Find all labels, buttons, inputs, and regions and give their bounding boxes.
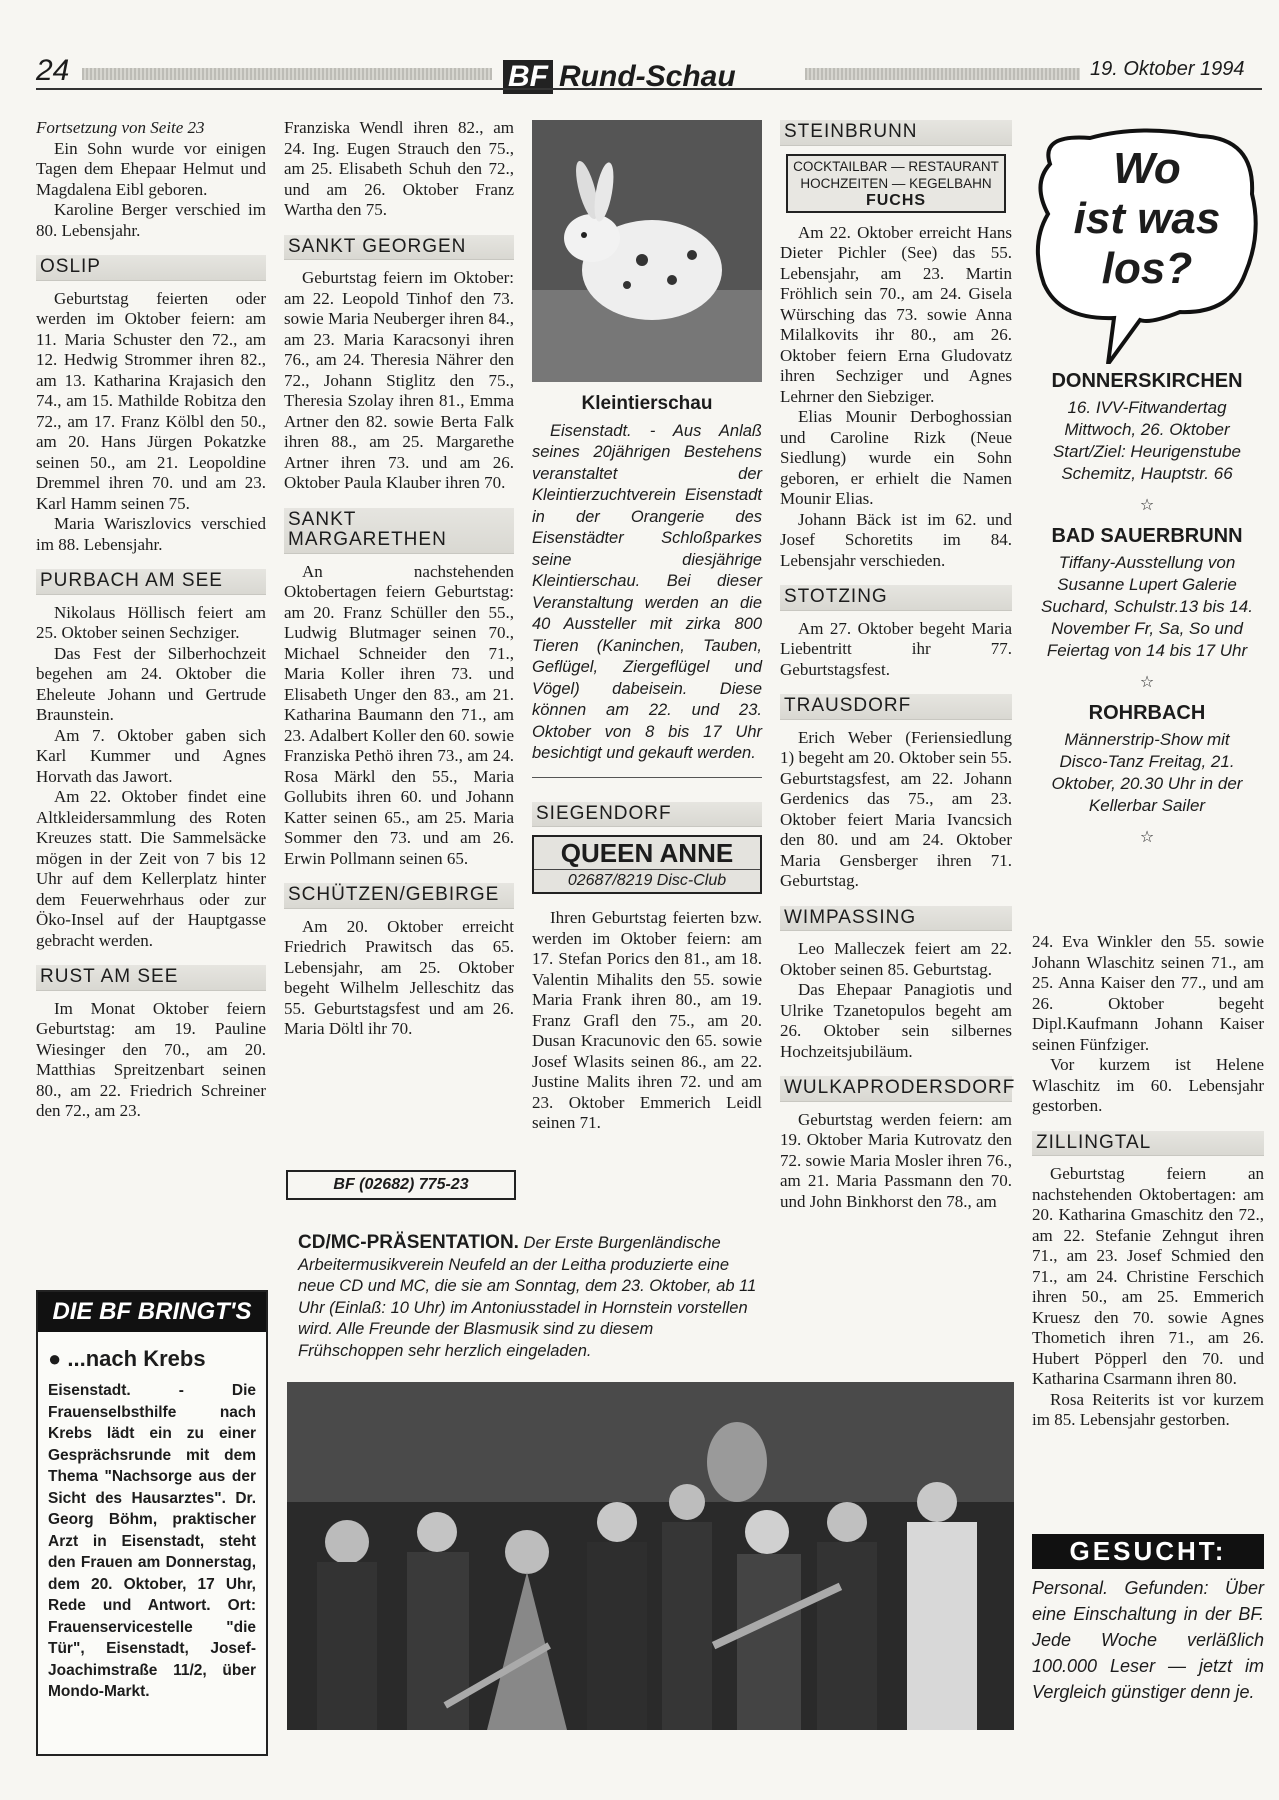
page-number: 24 (36, 54, 70, 87)
kleintierschau-heading: Kleintierschau (581, 393, 713, 414)
event-text: Männerstrip-Show mit Disco-Tanz Freitag, 21. Oktober, 20.30 Uhr in der Kellerbar Sailer (1051, 730, 1243, 815)
section-heading-wimpassing: WIMPASSING (780, 906, 1012, 932)
wo-ist-was-los-bubble (1030, 124, 1264, 364)
masthead-logo (503, 60, 793, 96)
article-text: Rosa Reiterits ist vor kurzem im 85. Lebensjahr gestorben. (1032, 1389, 1264, 1429)
bubble-line: los? (1101, 244, 1193, 293)
queen-anne-ad (532, 835, 762, 894)
bubble-line: Wo (1113, 144, 1181, 193)
section-heading-siegendorf: SIEGENDORF (532, 802, 762, 828)
section-heading-schuetzen: SCHÜTZEN/GEBIRGE (284, 883, 514, 909)
article-text: Am 27. Oktober begeht Maria Liebentritt ihr 77. Geburtstagsfest. (780, 618, 1012, 679)
bubble-line: ist was (1073, 194, 1221, 243)
cdmc-article (298, 1232, 762, 1362)
section-heading-wulkaprodersdorf: WULKAPRODERSDORF (780, 1076, 1012, 1102)
header-decor-right (805, 68, 1080, 80)
fuchs-ad (786, 154, 1006, 213)
article-text: Am 22. Oktober findet eine Altkleidersammlung des Roten Kreuzes statt. Die Sammelsäcke mögen in der Zeit von 7 bis 12 Uhr auf dem Kellerplatz hinter dem Feuerwehrhaus oder zur Öko-Insel auf der Hauptgasse gebracht werden. (36, 787, 266, 950)
bf-logo: BF (503, 60, 553, 94)
column-5 (1032, 932, 1264, 1431)
gesucht-text: Personal. Gefunden: Über eine Einschaltung in der BF. Jede Woche verläßlich 100.000 Leser — jetzt im Vergleich günstiger denn je. (1032, 1578, 1264, 1702)
bf-bringts-box (36, 1290, 268, 1756)
band-photo (287, 1382, 1014, 1730)
article-text: Franziska Wendl ihren 82., am 24. Ing. Eugen Strauch den 75., am 25. Elisabeth Schuh den 72., und am 26. Oktober Franz Wartha den 75. (284, 118, 514, 219)
column-1 (36, 118, 266, 1122)
article-text: Karoline Berger verschied im 80. Lebensjahr. (36, 200, 266, 240)
kleintierschau-text: Eisenstadt. - Aus Anlaß seines 20jährigen Bestehens veranstaltet der Kleintierzuchtverein Eisenstadt in der Orangerie des Eisenstädter Schloßparkes seine diesjährige Kleintierschau. Bei dieser Veranstaltung werden an die 40 Aussteller mit zirka 800 Tieren (Kaninchen, Tauben, Geflügel, Ziergeflügel und Vögel) dabeisein. Diese können am 22. und 23. Oktober von 8 bis 17 Uhr besichtigt und gekauft werden. (532, 421, 762, 762)
events-list (1030, 370, 1264, 857)
article-text: Maria Wariszlovics verschied im 88. Lebensjahr. (36, 514, 266, 554)
bf-bringts-text: Eisenstadt. - Die Frauenselbsthilfe nach Krebs lädt ein zu einer Gesprächsrunde mit dem Thema "Nachsorge aus der Sicht des Hausarztes". Dr. Georg Böhm, praktischer Arzt in Eisenstadt, steht den Frauen am Donnerstag, dem 20. Oktober, 17 Uhr, Rede und Antwort. Ort: Frauenservicestelle "die Tür", Eisenstadt, Josef-Joachimstraße 11/2, über Mondo-Markt. (48, 1382, 256, 1700)
article-text: Geburtstag feiern im Oktober: am 22. Leopold Tinhof den 73. sowie Maria Neuberger ihren 84., am 23. Maria Karacsonyi ihren 76., am 24. Theresia Nährer den 72., Johann Stiglitz den 75., Theresia Szolay ihren 81., Emma Artner den 82. sowie Berta Falk ihren 88., am 25. Margarethe Artner ihren 73. und am 26. Oktober Paula Klauber ihren 70. (284, 268, 514, 492)
star-icon: ☆ (1139, 829, 1155, 846)
header-rule (36, 88, 1262, 90)
article-text: Das Ehepaar Panagiotis und Ulrike Tzanetopulos begeht am 26. Oktober sein silbernes Hochzeitsjubiläum. (780, 980, 1012, 1061)
section-heading-steinbrunn: STEINBRUNN (780, 120, 1012, 146)
article-text: Geburtstag werden feiern: am 19. Oktober Maria Kutrovatz den 72. sowie Maria Mosler ihren 76., am 21. Maria Passmann den 70. und John Binkhorst den 78., am (780, 1109, 1012, 1211)
article-text: Am 22. Oktober erreicht Hans Dieter Pichler (See) das 55. Lebensjahr, am 23. Martin Fröhlich sein 70., am 24. Gisela Würsching das 73. sowie Anna Milalkovits ihr 80., am 26. Oktober feiern Erna Gludovatz ihren Sechziger und Agnes Lehrner den Siebziger. (780, 222, 1012, 406)
event-place: BAD SAUERBRUNN (1051, 525, 1243, 547)
section-heading-stotzing: STOTZING (780, 585, 1012, 611)
rabbit-photo (532, 120, 762, 382)
section-heading-oslip: OSLIP (36, 255, 266, 281)
section-heading-sankt-georgen: SANKT GEORGEN (284, 235, 514, 261)
event-text: 16. IVV-Fitwandertag Mittwoch, 26. Oktober Start/Ziel: Heurigenstube Schemitz, Hauptstr. 66 (1052, 398, 1242, 483)
event-text: Tiffany-Ausstellung von Susanne Lupert Galerie Suchard, Schulstr.13 bis 14. November Fr, Sa, So und Feiertag von 14 bis 17 Uhr (1041, 553, 1253, 660)
fuchs-ad-line: HOCHZEITEN — KEGELBAHN (800, 175, 992, 191)
section-heading-sankt-margarethen: SANKT MARGARETHEN (284, 508, 514, 554)
star-icon: ☆ (1139, 674, 1155, 691)
event-place: DONNERSKIRCHEN (1051, 370, 1243, 392)
article-text: Vor kurzem ist Helene Wlaschitz im 60. Lebensjahr gestorben. (1032, 1055, 1264, 1115)
article-text: Geburtstag feiern an nachstehenden Oktobertagen: am 20. Katharina Gmaschitz den 72., am 22. Stefanie Zehngut ihren 71., am 23. Josef Schmied den 71., am 24. Christine Ferschich ihren 50., am 25. Emmerich Kruesz den 70. sowie Agnes Thometich ihren 71., am 26. Hubert Pöpperl den 70. und Katharina Csarmann ihren 80. (1032, 1164, 1264, 1388)
column-4 (780, 118, 1016, 1212)
article-text: Das Fest der Silberhochzeit begehen am 24. Oktober die Eheleute Johann und Gertrude Braunstein. (36, 643, 266, 724)
column-2 (284, 118, 514, 1040)
section-heading-zillingtal: ZILLINGTAL (1032, 1131, 1264, 1157)
event-place: ROHRBACH (1088, 702, 1206, 724)
queen-anne-title: QUEEN ANNE (534, 837, 760, 870)
article-text: An nachstehenden Oktobertagen feiern Geburtstag: am 20. Franz Schüller den 55., Ludwig Blutmager seinen 70., Michael Schneider den 71., Maria Koller ihren 73. und Elisabeth Unger den 83., am 21. Katharina Baumann den 71., am 23. Adalbert Koller den 60. sowie Franziska Pethö ihren 73., am 24. Rosa Märkl den 55., Maria Gollubits ihren 60. und Johann Katter seinen 65., am 25. Maria Sommer den 73. und am 26. Erwin Pollmann seinen 65. (284, 561, 514, 868)
masthead-title: Rund-Schau (559, 60, 736, 93)
article-text: Leo Malleczek feiert am 22. Oktober seinen 85. Geburtstag. (780, 939, 1012, 979)
column-3 (532, 394, 762, 1134)
section-heading-trausdorf: TRAUSDORF (780, 694, 1012, 720)
bf-bringts-title: DIE BF BRINGT'S (38, 1292, 266, 1332)
article-text: 24. Eva Winkler den 55. sowie Johann Wlaschitz seinen 71., am 25. Anna Kaiser den 77., und am 26. Oktober begeht Dipl.Kaufmann Johann Kaiser seinen Fünfziger. (1032, 932, 1264, 1054)
bullet-icon: ● (48, 1346, 68, 1371)
star-icon: ☆ (1139, 497, 1155, 514)
bf-bringts-subtitle: ● ...nach Krebs (48, 1346, 206, 1371)
article-text: Nikolaus Höllisch feiert am 25. Oktober seinen Sechziger. (36, 602, 266, 642)
cdmc-title: CD/MC-PRÄSENTATION. (298, 1232, 519, 1253)
article-text: Am 7. Oktober gaben sich Karl Kummer und Agnes Horvath das Jawort. (36, 725, 266, 786)
article-text: Johann Bäck ist im 62. und Josef Schoretits im 84. Lebensjahr verschieden. (780, 509, 1012, 570)
rabbit-illustration (532, 120, 762, 382)
fuchs-ad-line: COCKTAILBAR — RESTAURANT (793, 158, 999, 174)
phone-box: BF (02682) 775-23 (286, 1170, 516, 1200)
queen-anne-phone: 02687/8219 Disc-Club (567, 872, 727, 889)
issue-date: 19. Oktober 1994 (1090, 58, 1245, 80)
fuchs-ad-name: FUCHS (865, 191, 927, 209)
article-text: Am 20. Oktober erreicht Friedrich Prawitsch das 65. Lebensjahr, am 25. Oktober begeht Wilhelm Jelleschitz das 55. Geburtstagsfest und am 26. Maria Döltl ihr 70. (284, 916, 514, 1038)
section-heading-rust: RUST AM SEE (36, 965, 266, 991)
article-text: Erich Weber (Feriensiedlung 1) begeht am 20. Oktober sein 55. Geburtstagsfest, am 22. Johann Gerdenics das 75., am 23. Oktober feiert Maria Ivancsich den 80. und am 24. Oktober Maria Gensberger ihren 71. Geburtstag. (780, 727, 1012, 890)
cdmc-text: Der Erste Burgenländische Arbeitermusikverein Neufeld an der Leitha produzierte eine neue CD und MC, die sie am Sonntag, dem 23. Oktober, ab 11 Uhr (Einlaß: 10 Uhr) im Antoniusstadel in Hornstein vorstellen wird. Alle Freunde der Blasmusik sind zu diesem Frühschoppen sehr herzlich eingeladen. (298, 1234, 757, 1360)
article-text: Ihren Geburtstag feierten bzw. werden im Oktober feiern: am 17. Stefan Porics den 81., am 18. Valentin Mihalits den 55. sowie Maria Frank ihren 80., am 19. Franz Grafl den 75., am 20. Dusan Kracunovic den 65. sowie Josef Wlasits seinen 86., am 22. Justine Malits ihren 72. und am 23. Oktober Emmerich Leidl seinen 71. (532, 908, 762, 1132)
divider (532, 777, 762, 778)
band-illustration (287, 1382, 1014, 1730)
article-text: Elias Mounir Derboghossian und Caroline Rizk (Neue Siedlung) wurde ein Sohn geboren, er erhielt die Namen Mounir Elias. (780, 407, 1012, 508)
article-text: Im Monat Oktober feiern Geburtstag: am 19. Pauline Wiesinger den 70., am 20. Matthias Spreitzenbart seinen 80., am 22. Friedrich Schreiner den 72., am 23. (36, 998, 266, 1120)
header-decor-left (82, 68, 492, 80)
continuation-note: Fortsetzung von Seite 23 (36, 118, 205, 137)
article-text: Geburtstag feierten oder werden im Oktober feiern: am 11. Maria Schuster den 72., am 12. Hedwig Strommer ihren 82., am 13. Katharina Krajasich den 74., am 15. Mathilde Robitza den 72., am 17. Franz Kölbl den 50., am 20. Hans Jürgen Pokatzke seinen 50., am 21. Leopoldine Dremmel ihren 70. und am 23. Karl Hamm seinen 75. (36, 288, 266, 513)
section-heading-purbach: PURBACH AM SEE (36, 569, 266, 595)
gesucht-title: GESUCHT: (1032, 1534, 1264, 1569)
gesucht-box (1032, 1534, 1264, 1705)
bubble-text (1030, 144, 1264, 294)
article-text: Ein Sohn wurde vor einigen Tagen dem Ehepaar Helmut und Magdalena Eibl geboren. (36, 138, 266, 199)
